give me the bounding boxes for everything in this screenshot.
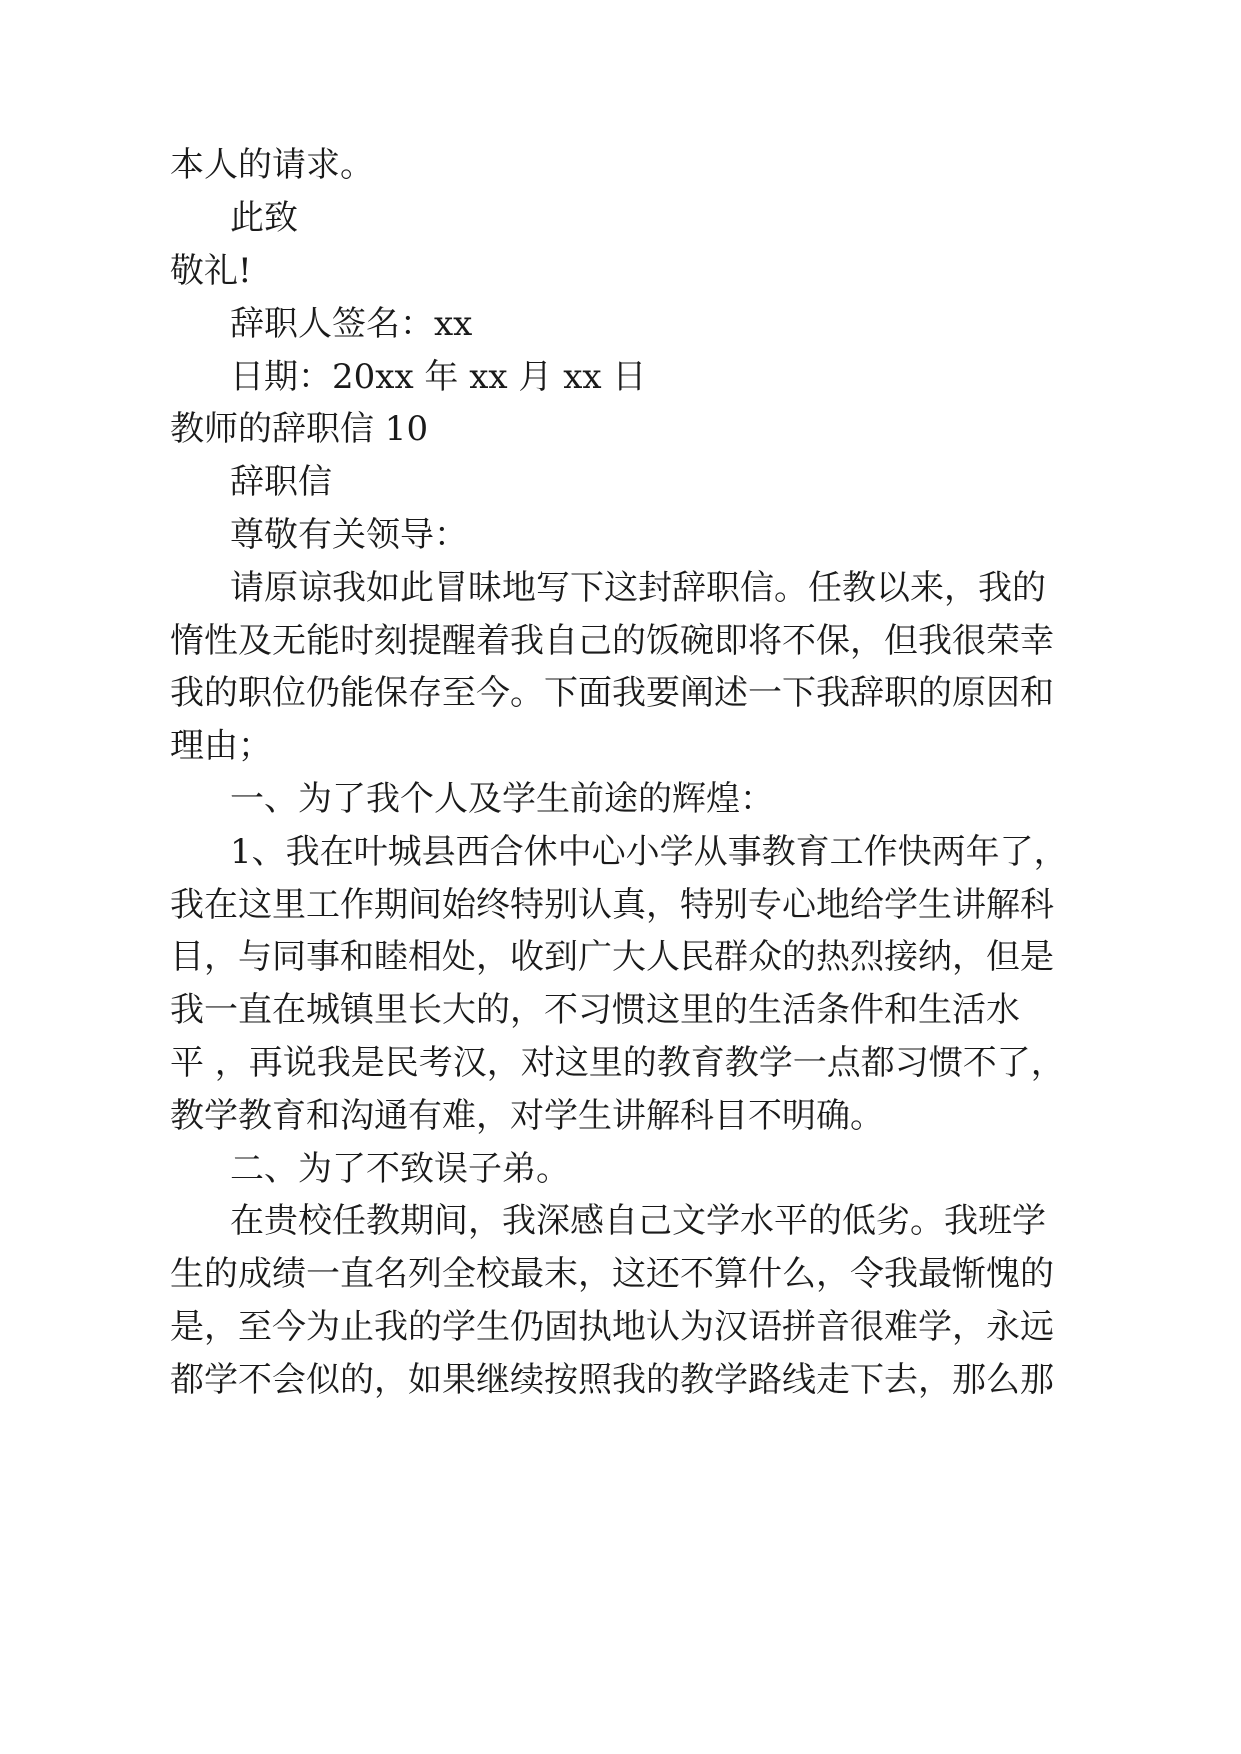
text-line: 平 ，再说我是民考汉，对这里的教育教学一点都习惯不了， xyxy=(170,1043,1065,1083)
text-line: 敬礼! xyxy=(170,251,252,291)
text-line: 辞职人签名：xx xyxy=(230,304,473,344)
text-line: 都学不会似的，如果继续按照我的教学路线走下去，那么那 xyxy=(170,1360,1054,1400)
text-line: 1、我在叶城县西合休中心小学从事教育工作快两年了， xyxy=(230,832,1068,872)
text-line: 目，与同事和睦相处，收到广大人民群众的热烈接纳，但是 xyxy=(170,937,1054,977)
text-line: 是，至今为止我的学生仍固执地认为汉语拼音很难学，永远 xyxy=(170,1307,1054,1347)
text-line: 生的成绩一直名列全校最末，这还不算什么，令我最惭愧的 xyxy=(170,1254,1054,1294)
text-line: 我在这里工作期间始终特别认真，特别专心地给学生讲解科 xyxy=(170,885,1054,925)
text-line: 日期：20xx 年 xx 月 xx 日 xyxy=(230,357,647,397)
salutation: 尊敬有关领导： xyxy=(230,515,468,555)
text-line: 我一直在城镇里长大的，不习惯这里的生活条件和生活水 xyxy=(170,990,1020,1030)
text-line: 惰性及无能时刻提醒着我自己的饭碗即将不保，但我很荣幸 xyxy=(170,621,1054,661)
text-line: 二、为了不致误子弟。 xyxy=(230,1149,570,1189)
text-line: 我的职位仍能保存至今。下面我要阐述一下我辞职的原因和 xyxy=(170,673,1054,713)
text-line: 此致 xyxy=(230,198,298,238)
section-heading: 教师的辞职信 10 xyxy=(170,409,429,449)
text-line: 教学教育和沟通有难，对学生讲解科目不明确。 xyxy=(170,1096,884,1136)
text-line: 本人的请求。 xyxy=(170,145,374,185)
text-line: 理由； xyxy=(170,726,272,766)
text-line: 请原谅我如此冒昧地写下这封辞职信。任教以来，我的 xyxy=(230,568,1046,608)
text-line: 一、为了我个人及学生前途的辉煌： xyxy=(230,779,774,819)
text-line: 在贵校任教期间，我深感自己文学水平的低劣。我班学 xyxy=(230,1201,1046,1241)
letter-title: 辞职信 xyxy=(230,462,332,502)
